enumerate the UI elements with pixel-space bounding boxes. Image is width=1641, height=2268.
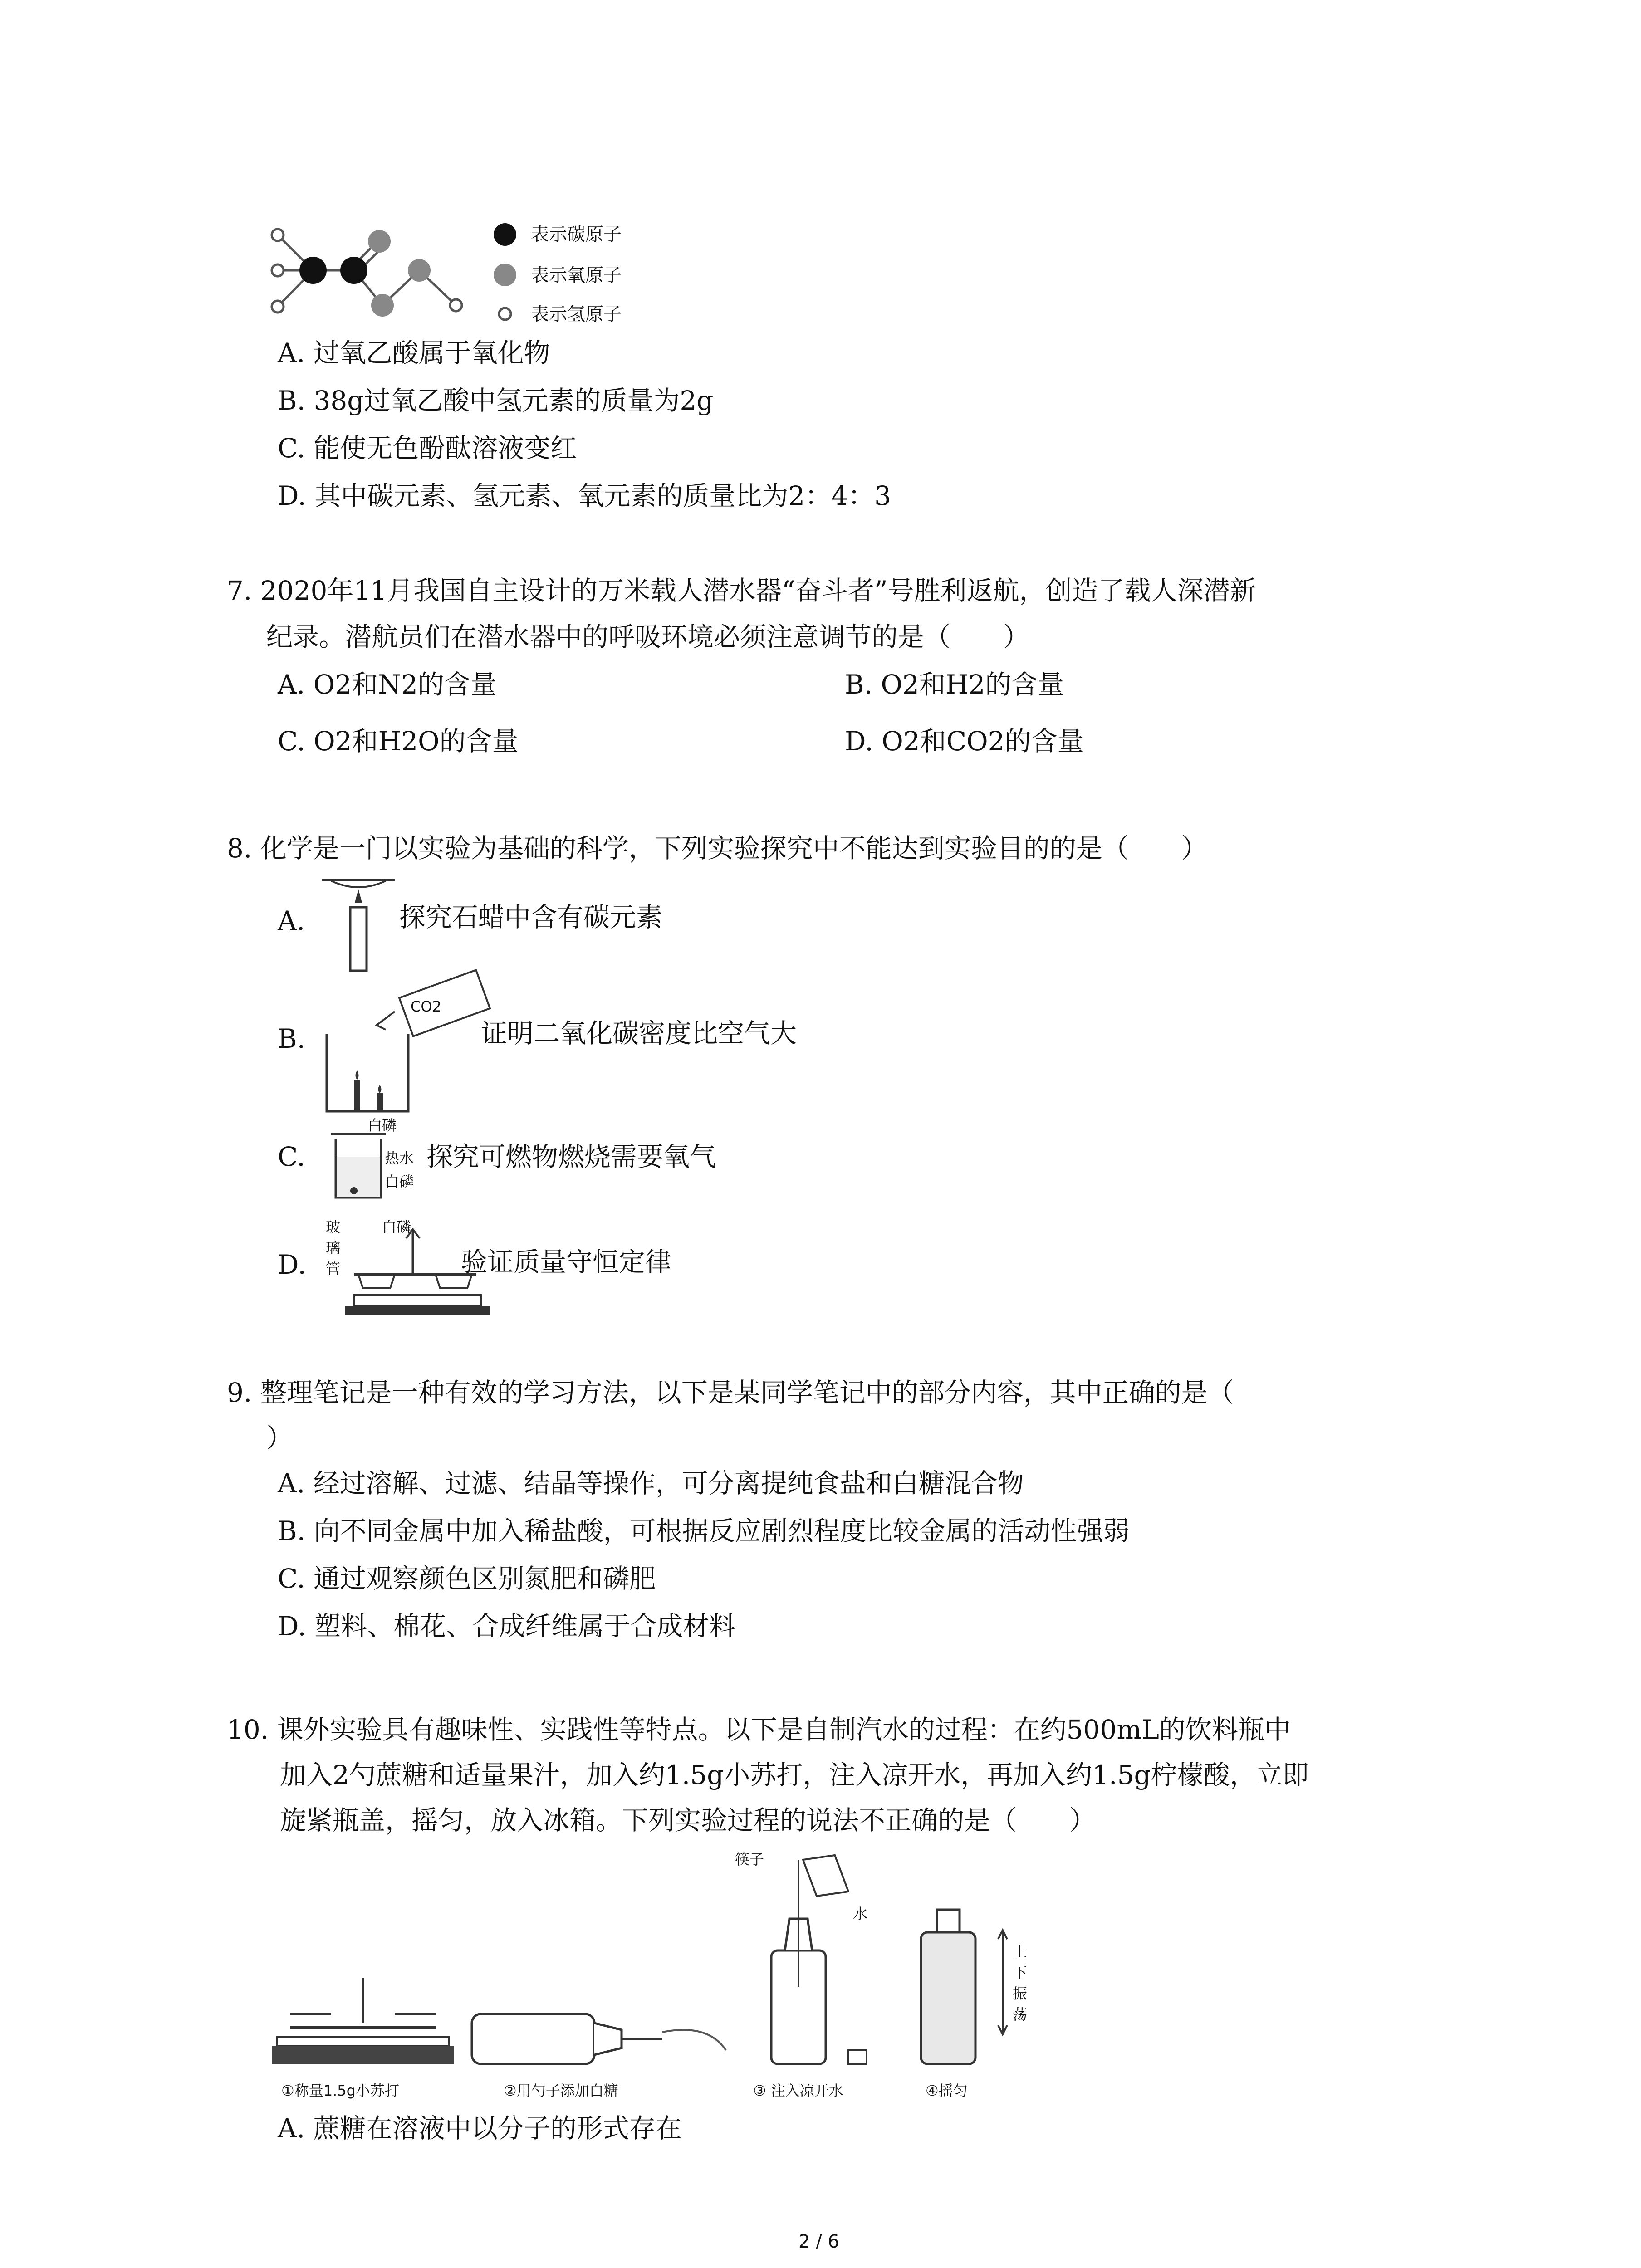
q7-option-c: C. O2和H2O的含量 — [278, 726, 519, 757]
legend-hydrogen-label: 表示氢原子 — [531, 304, 622, 325]
shake-up-label: 上 — [1013, 1943, 1028, 1960]
soda-making-steps-figure — [272, 1851, 1043, 2077]
fig-c-bottom-phosphorus: 白磷 — [385, 1173, 414, 1190]
fig-d-phosphorus: 白磷 — [382, 1218, 411, 1236]
q9-stem-line2: ） — [266, 1422, 293, 1453]
candle-with-cold-dish-figure — [318, 875, 399, 980]
horizontal-bottle — [472, 2014, 726, 2064]
fig-c-hot-water: 热水 — [385, 1149, 414, 1167]
q8-stem: 8. 化学是一门以实验为基础的科学，下列实验探究中不能达到实验目的的是（ ） — [227, 833, 1208, 864]
q10-stem-line2: 加入2勺蔗糖和适量果汁，加入约1.5g小苏打，注入凉开水，再加入约1.5g柠檬酸，立即 — [280, 1760, 1309, 1790]
q9-option-c: C. 通过观察颜色区别氮肥和磷肥 — [278, 1563, 656, 1594]
oxygen-atom — [371, 294, 394, 317]
legend-oxygen-label: 表示氧原子 — [531, 265, 622, 286]
q9-option-d: D. 塑料、棉花、合成纤维属于合成材料 — [278, 1611, 736, 1642]
q6-option-a: A. 过氧乙酸属于氧化物 — [278, 337, 550, 368]
fig-c-top-phosphorus: 白磷 — [367, 1117, 397, 1134]
legend-carbon-swatch — [494, 223, 516, 246]
step-caption-2: ②用勺子添加白糖 — [504, 2082, 618, 2099]
shake-down-label: 下 — [1013, 1964, 1028, 1981]
q7-stem-line1: 7. 2020年11月我国自主设计的万米载人潜水器“奋斗者”号胜利返航，创造了载人深潜新 — [227, 575, 1256, 606]
q9-option-a: A. 经过溶解、过滤、结晶等操作，可分离提纯食盐和白糖混合物 — [278, 1468, 1024, 1499]
q8-option-d-label: D. — [278, 1249, 306, 1280]
fig-d-glass-1: 玻 — [326, 1218, 341, 1236]
fig-d-glass-2: 璃 — [326, 1239, 341, 1256]
page-number: 2 / 6 — [798, 2231, 839, 2252]
oxygen-atom — [408, 259, 431, 282]
q10-stem-line3: 旋紧瓶盖，摇匀，放入冰箱。下列实验过程的说法不正确的是（ ） — [280, 1805, 1096, 1836]
q8-option-b-text: 证明二氧化碳密度比空气大 — [481, 1018, 797, 1049]
step-caption-1: ①称量1.5g小苏打 — [281, 2082, 399, 2099]
q8-option-c-text: 探究可燃物燃烧需要氧气 — [426, 1141, 716, 1172]
hydrogen-atom — [272, 301, 284, 313]
water-label: 水 — [853, 1905, 868, 1922]
weighing-balance — [272, 1978, 454, 2064]
q7-option-b: B. O2和H2的含量 — [845, 669, 1064, 700]
q8-option-c-label: C. — [278, 1141, 305, 1172]
step-caption-4: ④摇匀 — [926, 2082, 968, 2099]
oxygen-atom — [368, 230, 391, 253]
q8-option-b-label: B. — [278, 1023, 306, 1054]
shaking-bottle — [921, 1910, 1007, 2064]
q6-option-b: B. 38g过氧乙酸中氢元素的质量为2g — [278, 385, 714, 416]
shake-label-1: 振 — [1013, 1985, 1028, 2002]
hydrogen-atom — [450, 299, 462, 311]
step-caption-3: ③ 注入凉开水 — [753, 2082, 843, 2099]
q10-stem-line1: 10. 课外实验具有趣味性、实践性等特点。以下是自制汽水的过程：在约500mL的饮料瓶中 — [227, 1714, 1291, 1745]
carbon-atom — [340, 257, 367, 284]
q10-option-a: A. 蔗糖在溶液中以分子的形式存在 — [278, 2113, 682, 2144]
q7-stem-line2: 纪录。潜航员们在潜水器中的呼吸环境必须注意调节的是（ ） — [266, 621, 1030, 652]
fig-d-glass-3: 管 — [326, 1260, 341, 1277]
q6-option-c: C. 能使无色酚酞溶液变红 — [278, 433, 577, 464]
q7-option-a: A. O2和N2的含量 — [278, 669, 497, 700]
co2-bottle-label: CO2 — [411, 998, 441, 1015]
upright-bottle-with-water — [771, 1855, 867, 2064]
co2-pouring-beaker-figure — [318, 980, 490, 1116]
chopsticks-label: 筷子 — [735, 1851, 764, 1868]
shake-label-2: 荡 — [1013, 2006, 1028, 2023]
q7-option-d: D. O2和CO2的含量 — [845, 726, 1084, 757]
legend-hydrogen-swatch — [499, 308, 511, 320]
q9-stem-line1: 9. 整理笔记是一种有效的学习方法，以下是某同学笔记中的部分内容，其中正确的是（ — [227, 1377, 1234, 1408]
legend-oxygen-swatch — [494, 264, 516, 286]
carbon-atom — [299, 257, 327, 284]
q8-option-a-text: 探究石蜡中含有碳元素 — [399, 902, 663, 933]
legend-carbon-label: 表示碳原子 — [531, 224, 622, 245]
q8-option-d-text: 验证质量守恒定律 — [461, 1246, 672, 1277]
q6-option-d: D. 其中碳元素、氢元素、氧元素的质量比为2：4：3 — [278, 480, 892, 511]
hydrogen-atom — [272, 264, 284, 276]
q8-option-a-label: A. — [278, 905, 305, 936]
q9-option-b: B. 向不同金属中加入稀盐酸，可根据反应剧烈程度比较金属的活动性强弱 — [278, 1515, 1130, 1546]
hydrogen-atom — [272, 229, 284, 241]
